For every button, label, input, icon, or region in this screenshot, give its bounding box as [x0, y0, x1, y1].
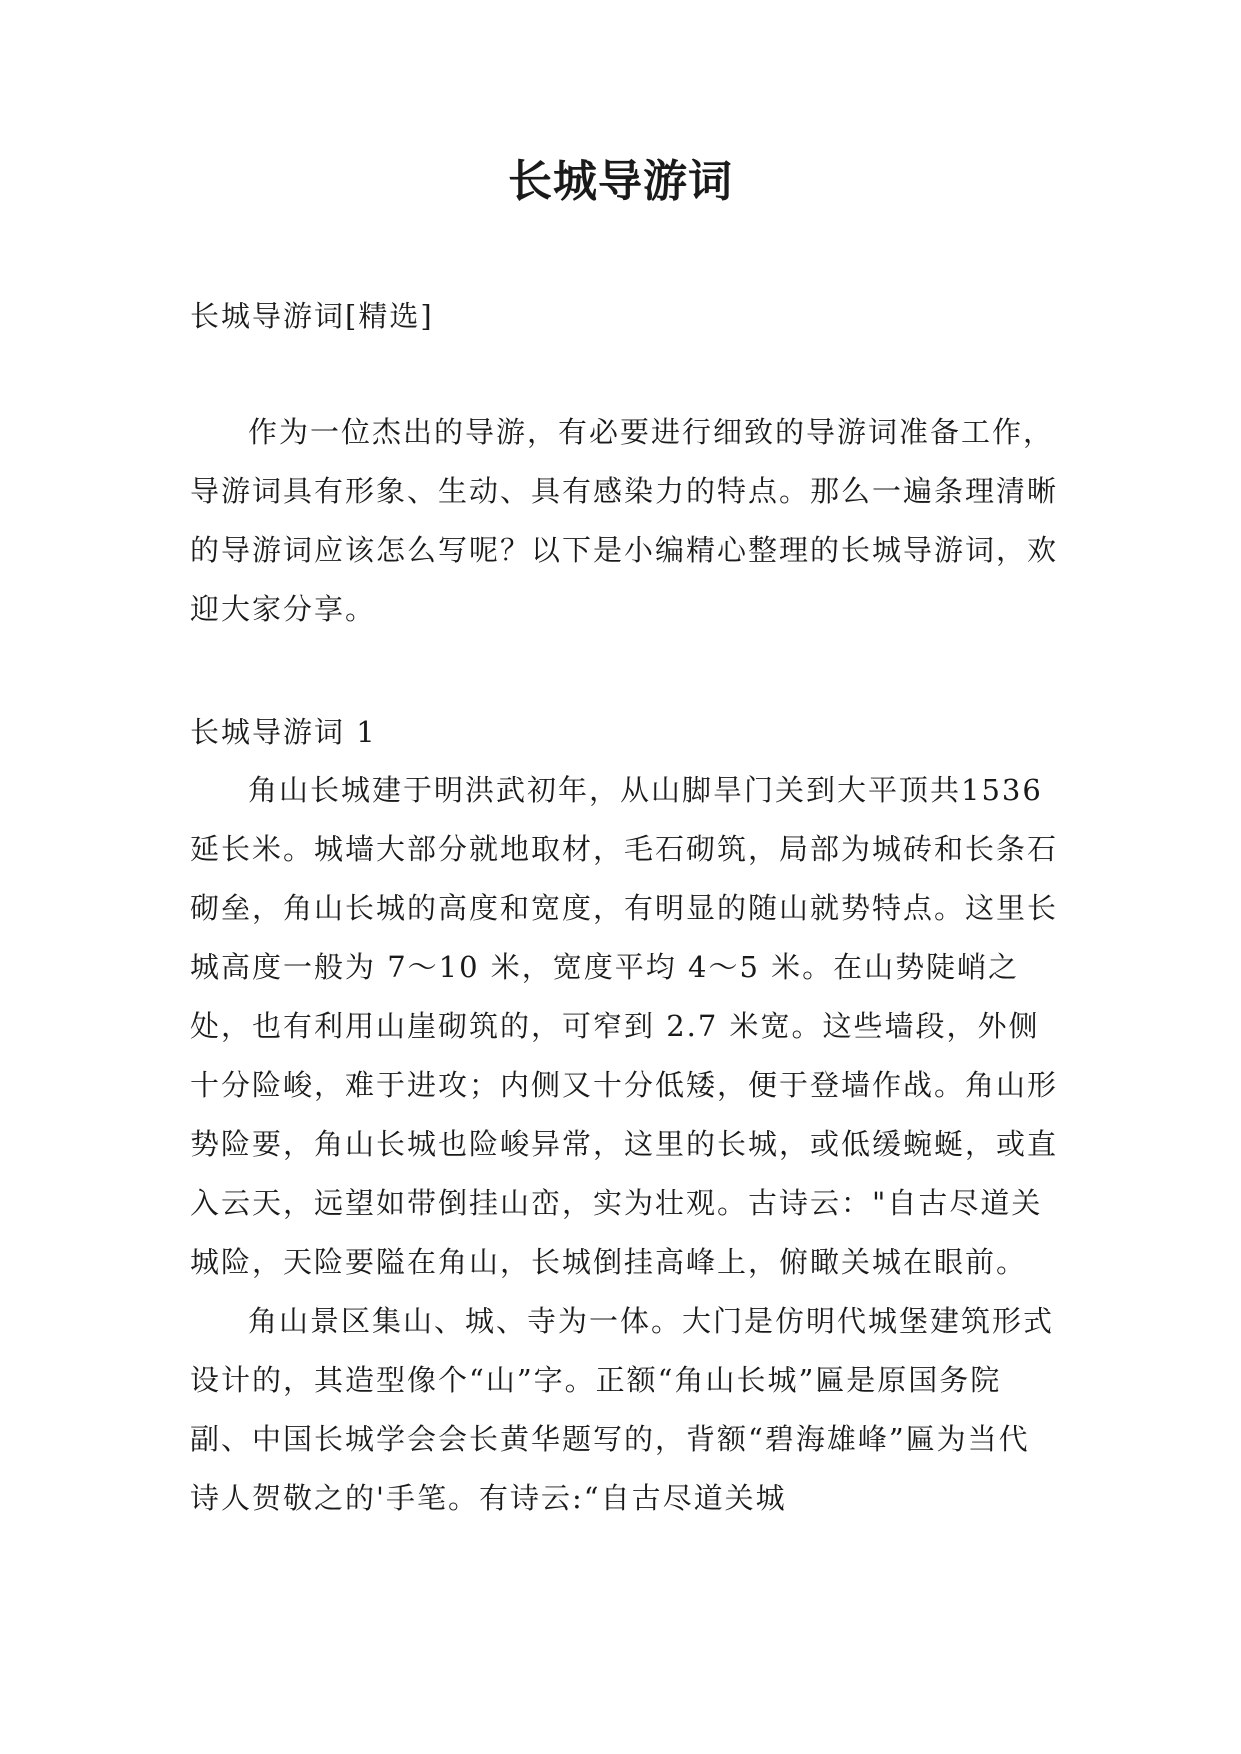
intro-paragraph-block — [190, 403, 1060, 639]
document-title: 长城导游词 — [508, 156, 733, 207]
section-heading: 长城导游词 1 — [190, 715, 377, 749]
section-body — [190, 761, 1060, 1528]
section-heading-block — [190, 703, 1060, 762]
body-paragraph-1: 角山长城建于明洪武初年，从山脚旱门关到大平顶共1536 延长米。城墙大部分就地取材，毛石砌筑，局部为城砖和长条石砌垒，角山长城的高度和宽度，有明显的随山就势特点。这里长城高度一般为 7～10 米，宽度平均 4～5 米。在山势陡峭之处，也有利用山崖砌筑的，可窄到 2.7 米宽。这些墙段，外侧十分险峻，难于进攻；内侧又十分低矮，便于登墙作战。角山形势险要，角山长城也险峻异常，这里的长城，或低缓蜿蜒，或直入云天，远望如带倒挂山峦，实为壮观。古诗云："自古尽道关城险，天险要隘在角山，长城倒挂高峰上，俯瞰关城在眼前。 — [190, 773, 1059, 1279]
document-subtitle — [190, 287, 1060, 346]
intro-paragraph: 作为一位杰出的导游，有必要进行细致的导游词准备工作，导游词具有形象、生动、具有感染力的特点。那么一遍条理清晰的导游词应该怎么写呢？以下是小编精心整理的长城导游词，欢迎大家分享。 — [190, 415, 1059, 626]
subtitle-text: 长城导游词[精选] — [190, 299, 434, 333]
body-paragraph-2: 角山景区集山、城、寺为一体。大门是仿明代城堡建筑形式设计的，其造型像个“山”字。正额“角山长城”匾是原国务院副、中国长城学会会长黄华题写的，背额“碧海雄峰”匾为当代诗人贺敬之的'手笔。有诗云:“自古尽道关城 — [190, 1304, 1055, 1515]
